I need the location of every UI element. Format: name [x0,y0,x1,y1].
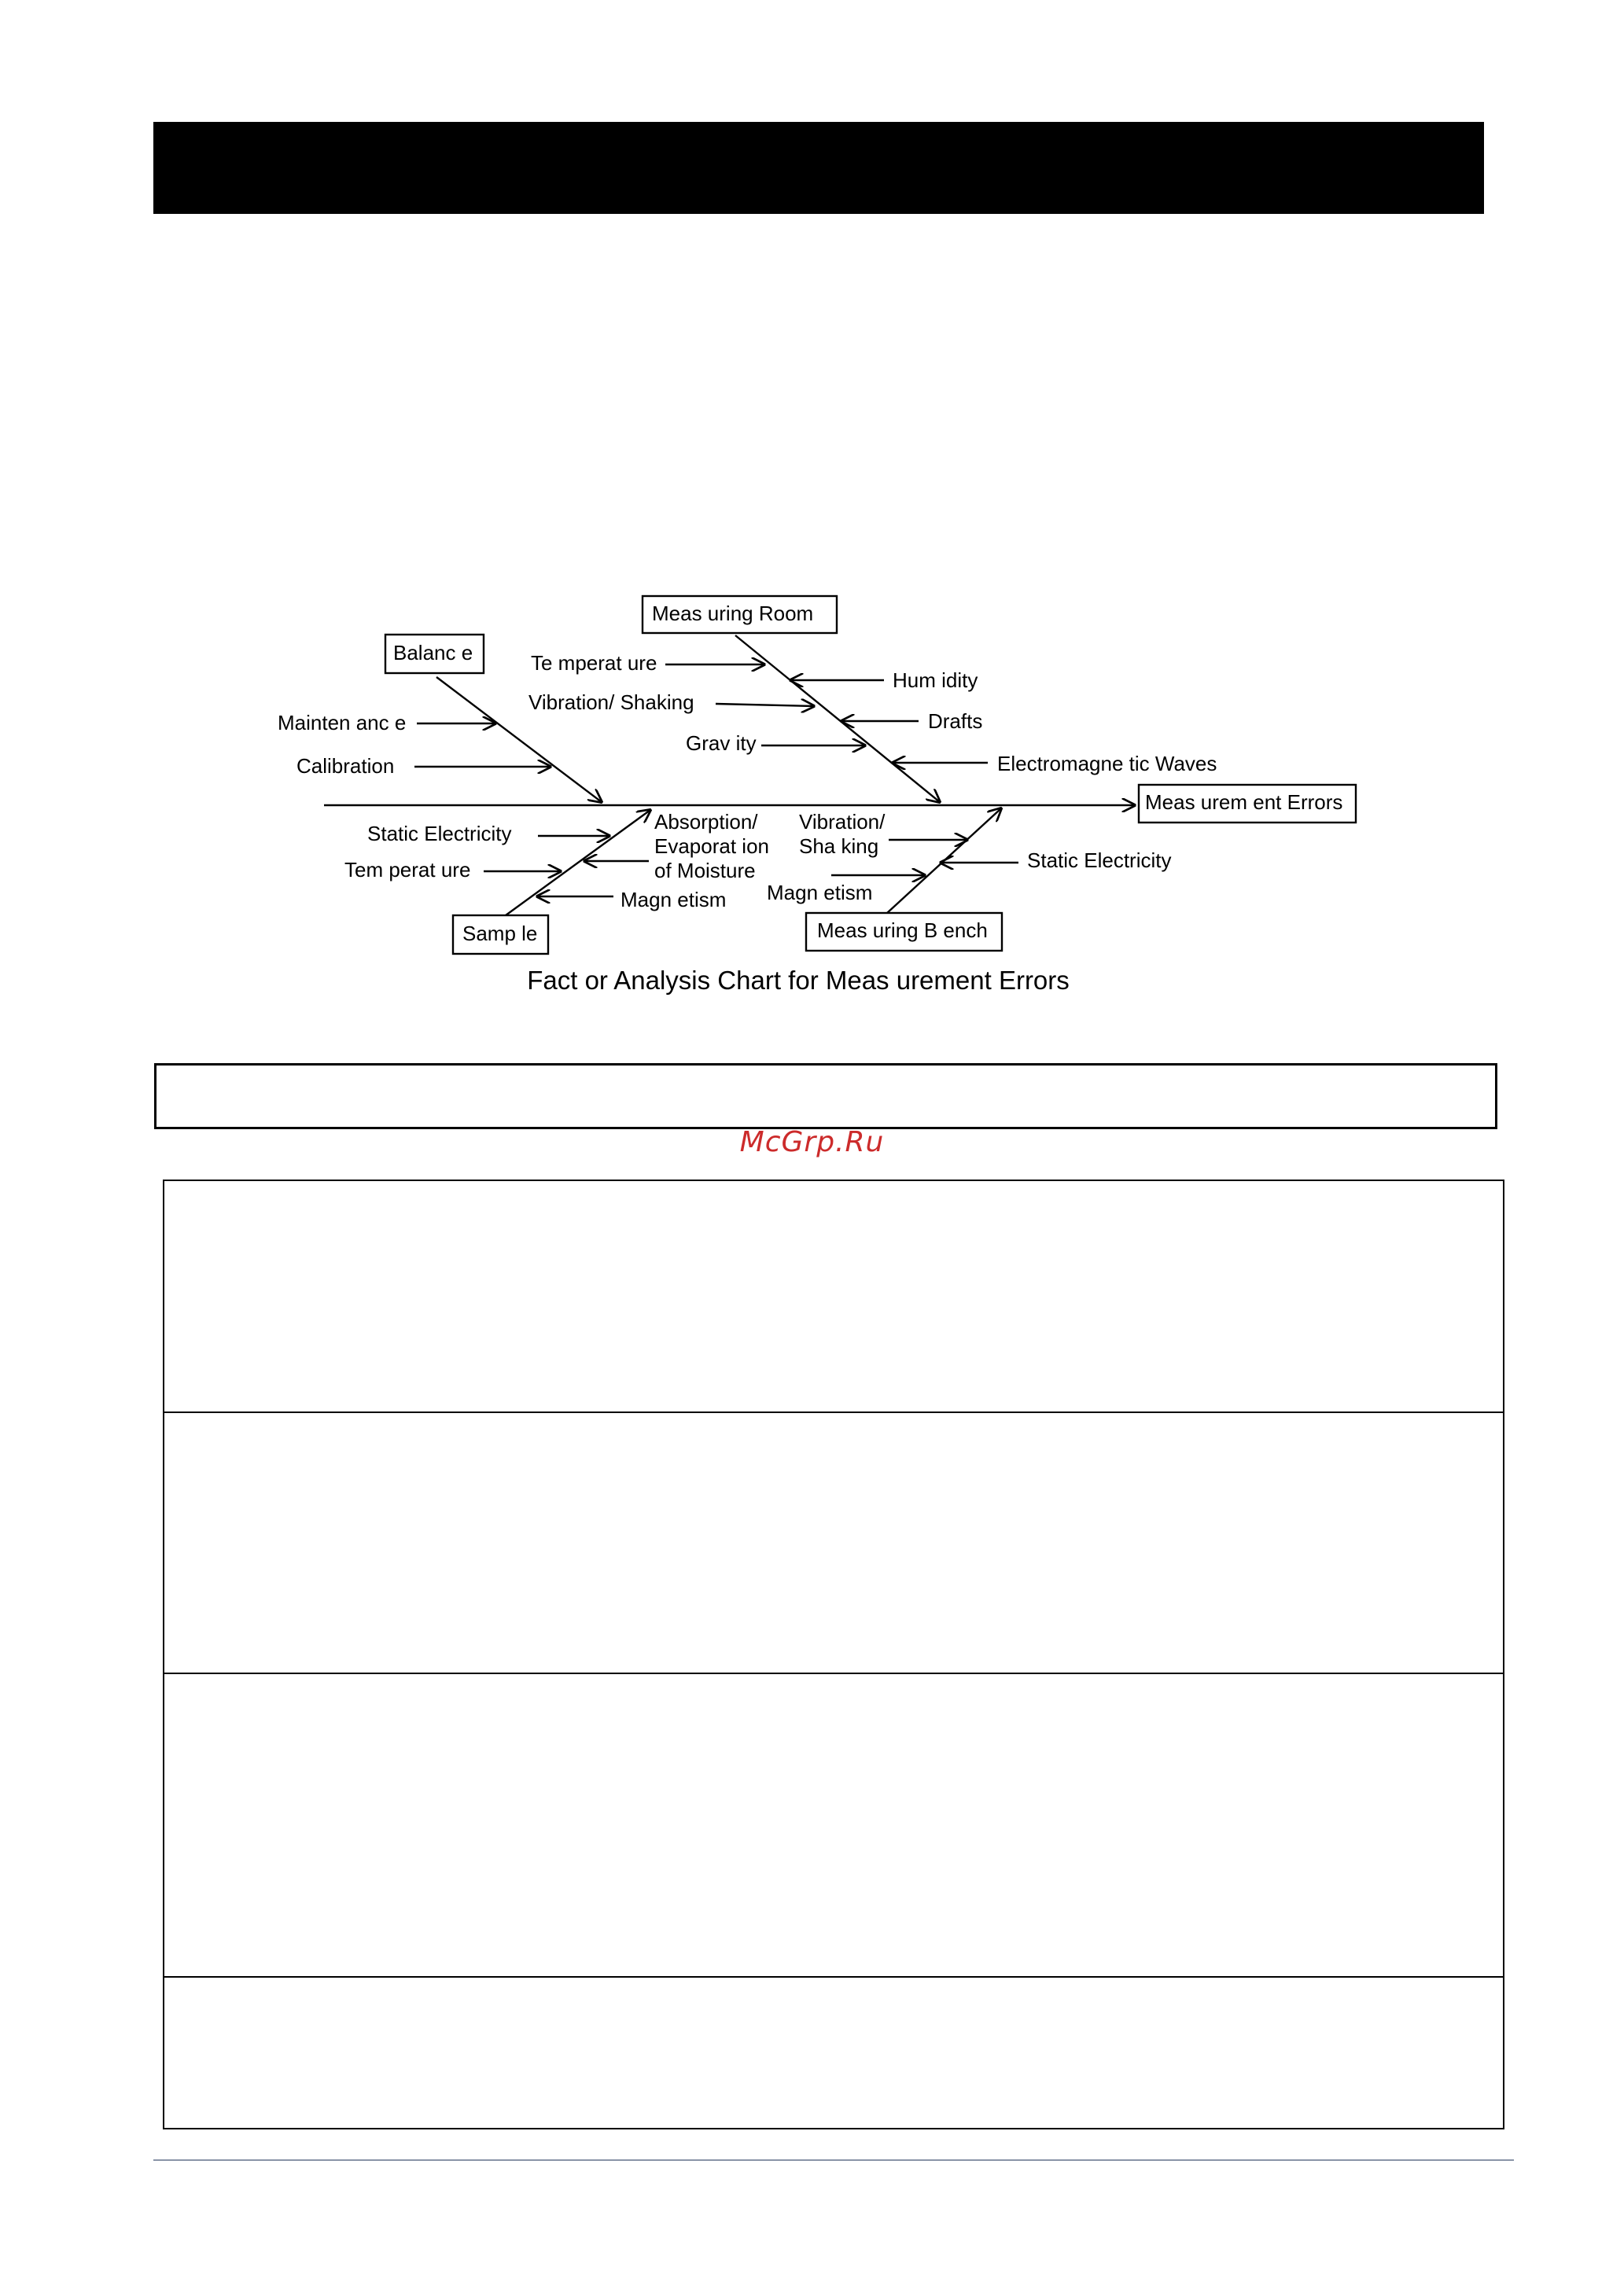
fishbone-diagram [0,0,1624,1022]
measuring-bench-bone [887,808,1001,913]
content-row [164,1181,1503,1413]
bench-cause-static: Static Electricity [1027,848,1172,872]
measuring-room-bone [735,635,940,802]
room-cause-humidity: Hum idity [893,668,978,692]
measuring-bench-label: Meas uring B ench [817,918,988,942]
balance-cause-maintenance: Mainten anc e [278,711,407,734]
room-cause-temperature: Te mperat ure [531,651,657,675]
balance-cause-calibration: Calibration [296,754,395,778]
sample-cause-temperature: Tem perat ure [344,858,471,881]
bench-cause-magnetism: Magn etism [767,881,873,904]
effect-label: Meas urem ent Errors [1145,790,1343,814]
room-cause-electromagnetic: Electromagne tic Waves [997,752,1217,775]
footer-rule [153,2159,1514,2161]
room-cause-gravity: Grav ity [686,731,757,755]
sample-cause-absorption-line3: of Moisture [654,859,756,882]
content-row [164,1978,1503,2128]
content-row [164,1674,1503,1978]
sample-cause-static: Static Electricity [367,822,512,845]
content-table [163,1180,1504,2129]
diagram-caption: Fact or Analysis Chart for Meas urement Errors [527,966,1070,995]
measuring-room-label: Meas uring Room [652,602,814,625]
room-cause-vibration: Vibration/ Shaking [528,690,694,714]
sample-cause-magnetism: Magn etism [621,888,727,911]
content-row [164,1413,1503,1674]
section-box [154,1063,1497,1129]
room-cause-drafts: Drafts [928,709,983,733]
watermark-text: McGrp.Ru [739,1126,885,1158]
room-cause-arrow [716,704,814,706]
bench-cause-vibration-line2: Sha king [799,834,879,858]
bench-cause-vibration-line1: Vibration/ [799,810,886,834]
balance-label: Balanc e [393,641,473,664]
sample-label: Samp le [462,922,538,945]
sample-cause-absorption-line2: Evaporat ion [654,834,769,858]
sample-cause-absorption-line1: Absorption/ [654,810,758,834]
